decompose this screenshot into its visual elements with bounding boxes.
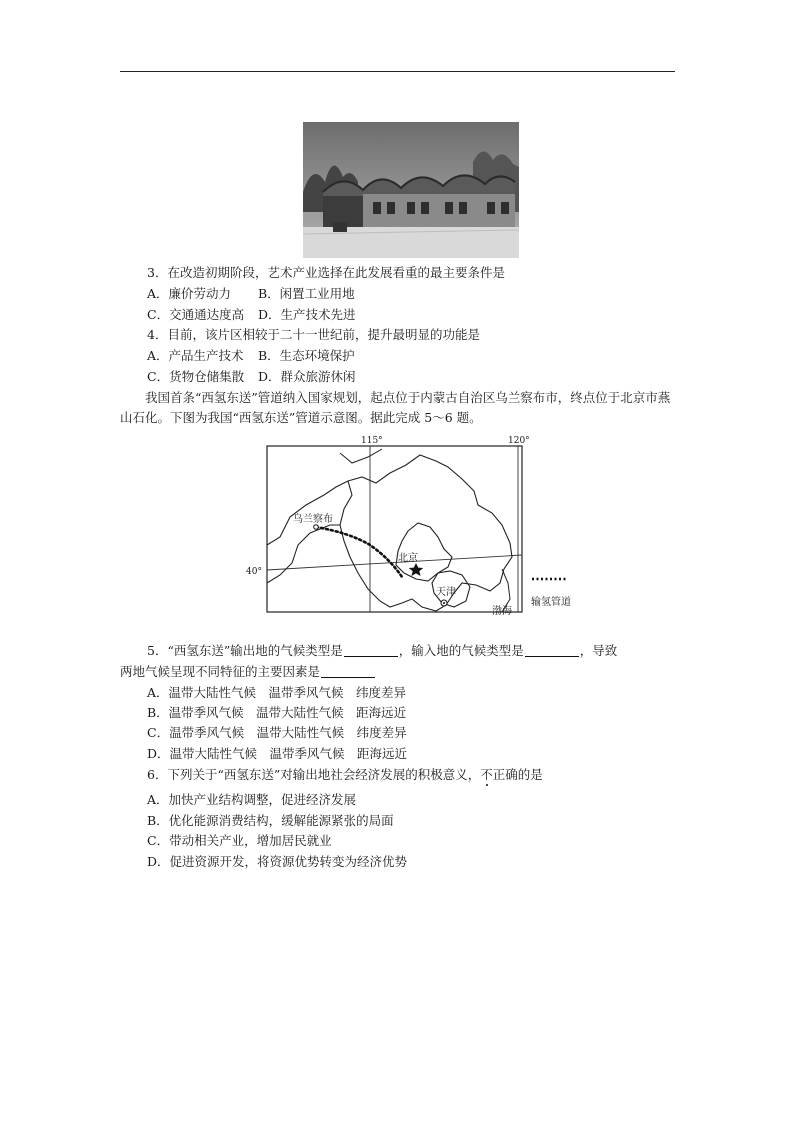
lon-115-label: 115°	[361, 436, 383, 446]
beijing-label: 北京	[398, 553, 418, 564]
q5-stem-line1	[147, 641, 617, 661]
lon-120-label: 120°	[508, 436, 530, 446]
q4-option-d[interactable]: D．群众旅游休闲	[258, 369, 356, 384]
q5-stem-line2-text: 两地气候呈现不同特征的主要因素是	[120, 664, 321, 679]
q5-stem-part1: 5．“西氢东送”输出地的气候类型是	[147, 643, 343, 658]
bohai-label: 渤海	[492, 606, 512, 617]
q5-option-d[interactable]: D．温带大陆性气候 温带季风气候 距海远近	[147, 746, 408, 761]
q4-option-b[interactable]: B．生态环境保护	[258, 348, 355, 363]
pipeline-map	[240, 433, 595, 618]
q5-option-a[interactable]: A．温带大陆性气候 温带季风气候 纬度差异	[147, 685, 407, 700]
q5-stem-part2: ，输入地的气候类型是	[398, 643, 524, 658]
intro-paragraph: 我国首条“西氢东送”管道纳入国家规划，起点位于内蒙古自治区乌兰察布市，终点位于北京市燕山石化。下图为我国“西氢东送”管道示意图。据此完成 5～6 题。	[120, 390, 671, 425]
q6-stem-after: 正确的是	[492, 767, 543, 782]
q6-option-a[interactable]: A．加快产业结构调整，促进经济发展	[147, 792, 357, 807]
q6-stem	[147, 765, 543, 785]
q6-option-d[interactable]: D．促进资源开发，将资源优势转变为经济优势	[147, 854, 408, 869]
q5-blank-1[interactable]	[344, 644, 398, 657]
q3-option-d[interactable]: D．生产技术先进	[258, 307, 356, 322]
q5-stem-part3: ，导致	[579, 643, 618, 658]
legend-pipeline-label: 输氢管道	[531, 597, 571, 608]
q3-option-c[interactable]: C．交通通达度高	[147, 307, 245, 322]
ulanqab-label: 乌兰察布	[293, 514, 333, 525]
q6-stem-before: 6．下列关于“西氢东送”对输出地社会经济发展的积极意义，	[147, 767, 481, 782]
q5-blank-2[interactable]	[525, 644, 579, 657]
tianjin-label: 天津	[436, 587, 456, 598]
lat-40-label: 40°	[246, 567, 262, 577]
q4-option-c[interactable]: C．货物仓储集散	[147, 369, 245, 384]
q6-option-c[interactable]: C．带动相关产业，增加居民就业	[147, 833, 332, 848]
q5-stem-line2	[120, 662, 376, 682]
q5-option-c[interactable]: C．温带季风气候 温带大陆性气候 纬度差异	[147, 725, 407, 740]
q5-blank-3[interactable]	[321, 665, 375, 678]
q6-option-b[interactable]: B．优化能源消费结构，缓解能源紧张的局面	[147, 813, 394, 828]
q6-stem-emphasis: 不	[480, 767, 493, 782]
q3-stem: 3．在改造初期阶段，艺术产业选择在此发展看重的最主要条件是	[147, 265, 505, 280]
factory-photo	[303, 122, 519, 258]
q5-option-b[interactable]: B．温带季风气候 温带大陆性气候 距海远近	[147, 705, 407, 720]
q4-option-a[interactable]: A．产品生产技术	[147, 348, 244, 363]
q4-stem: 4．目前，该片区相较于二十一世纪前，提升最明显的功能是	[147, 327, 480, 342]
q3-option-a[interactable]: A．廉价劳动力	[147, 286, 232, 301]
header-rule	[120, 71, 675, 72]
q3-option-b[interactable]: B．闲置工业用地	[258, 286, 355, 301]
